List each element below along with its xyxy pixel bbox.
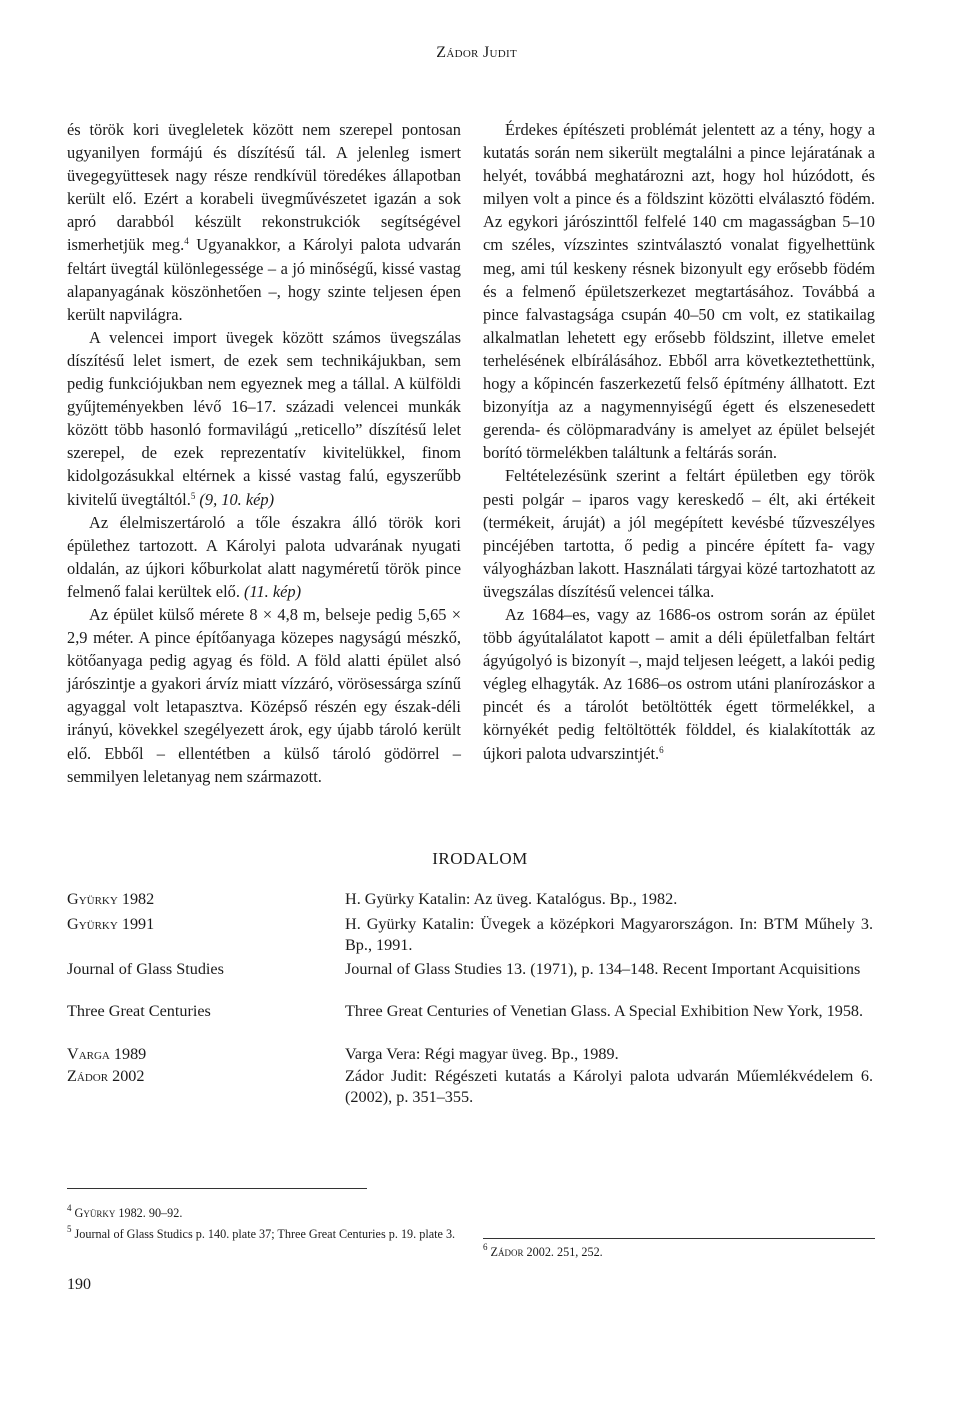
left-column — [67, 118, 461, 788]
right-paragraph-2: Feltételezésünk szerint a feltárt épületben egy török pesti polgár – iparos vagy kereskedő – élt, aki értékeit (termékeit, áruját) a jól megépített kevésbé tűzveszélyes pincéjében tartotta, ő pedig a pincére épített fa- vagy vályogházban lakott. Használati tárgyai közé tartozhatott az üvegszálas díszítésű velencei tálka. — [483, 466, 875, 601]
left-paragraph-4: Az épület külső mérete 8 × 4,8 m, belseje pedig 5,65 × 2,9 méter. A pince építőanyaga közepes nagyságú mészkő, kötőanyaga pedig agyag és föld. A föld alatti épület alsó járószintje a gyakori árvíz miatt vízzáró, vörösessárga színű agyaggal volt letapasztva. Középső részén egy észak-déli irányú, kövekkel szegélyezett árok, egy újabb tároló került elő. Ebből – ellentétben a külső tároló gödörrel – semmilyen leletanyag nem származott. — [67, 604, 461, 786]
left-paragraph-2: A velencei import üvegek között számos üvegszálas díszítésű lelet ismert, de ezek sem technikájukban, sem pedig funkciójukban nem egyeznek meg a tállal. A külföldi gyűjteményekben lévő 16–17. századi velencei munkák között több hasonló formavilágú „reticello” díszítésű lelet szerepel, de ezek reprezentatív kivitelükkel, finom kidolgozásukkal eltérnek a kissé vastag falú, egyszerűbb kivitelű üvegtáltól.$^5$ (9, 10. kép) — [67, 327, 461, 509]
footnote-ref-4: 4 — [184, 236, 189, 247]
left-paragraph-1: és török kori üvegleletek között nem szerepel pontosan ugyanilyen formájú és díszítésű tál. A jelenleg ismert üvegegyüttesek nagy része rendkívül töredékes állapotban került elő. Ezért a korabeli üvegművészetet igazán a sok apró darabból készült rekonstrukciók segítségével ismerhetjük meg.$^4$ Ugyanakkor, a Károlyi palota udvarán feltárt üvegtál különlegessége – a jó minőségű, kissé vastag alapanyagának köszönhetően –, hogy szinte teljesen épen került napvilágra. — [67, 120, 461, 324]
right-paragraph-3: Az 1684–es, vagy az 1686-os ostrom során az épület több ágyútalálatot kapott – amit a déli épületfalban feltárt ágyúgolyó is bizonyít –, majd teljesen leégett, a lakói pedig végleg elhagyták. Az 1686–os ostrom utáni planírozáskor a pincét és a tárolót betöltötték égett törmelékkel, a környékét pedig feltöltötték földdel, és kialakították az újkori palota udvarszintjét.$^6$ — [483, 604, 875, 763]
bibliography-title: IRODALOM — [432, 849, 528, 868]
right-paragraph-1: Érdekes építészeti problémát jelentett az a tény, hogy a kutatás során nem sikerült megtalálni a pince lejáratának a helyét, továbbá meghatározni azt, hogy hol húzódott, és milyen volt a pince és a földszint közötti elválasztó födém. Az egykori járószinttől felfelé 140 cm magasságban 5–10 cm széles, vízszintes szintválasztó vonalat figyelhettünk meg, ami túl keskeny résnek bizonyult egy erősebb födém és a felmenő épületszerkezet megtartásához. Továbbá a pince falvastagsága csupán 40–50 cm volt, ez statikailag alkalmatlan lehetett egy erősebb földszint, illetve emelet terhelésének elbírálásához. Ebből arra következtethettünk, hogy a kőpincén faszerkezetű felső építmény állhatott. Ezt bizonyítja az a nagymennyiségű égett és elszenesedett gerenda- és cölöpmaradvány is amelyet az épület belsejét borító törmelékben találtunk a feltárás során. — [483, 120, 875, 463]
running-head: Zádor Judit — [436, 44, 517, 61]
figure-ref: (9, 10. kép) — [195, 489, 275, 509]
footnote-6: $^6$ Zádor 2002. 251, 252. — [483, 1242, 603, 1259]
footnote-4: $^4$ Gyürky 1982. 90–92. — [67, 1203, 183, 1220]
right-column — [483, 118, 875, 765]
footnote-ref-5: 5 — [190, 490, 196, 501]
footnote-divider — [67, 1188, 367, 1189]
footnote-5: $^5$ Journal of Glass Studics p. 140. plate 37; Three Great Centuries p. 19. plate 3. — [67, 1224, 456, 1241]
left-paragraph-3: Az élelmiszertároló a tőle északra álló török kori épülethez tartozott. A Károlyi palota udvarának nyugati oldalán, az újkori kőburkolat alatt nagyméretű török pince felmenő falai kerültek elő. (11. kép) — [67, 512, 461, 601]
footnote-divider — [483, 1238, 875, 1239]
footnote-ref-6: 6 — [659, 744, 664, 755]
page-number: 190 — [67, 1276, 91, 1293]
figure-ref: (11. kép) — [244, 581, 302, 601]
